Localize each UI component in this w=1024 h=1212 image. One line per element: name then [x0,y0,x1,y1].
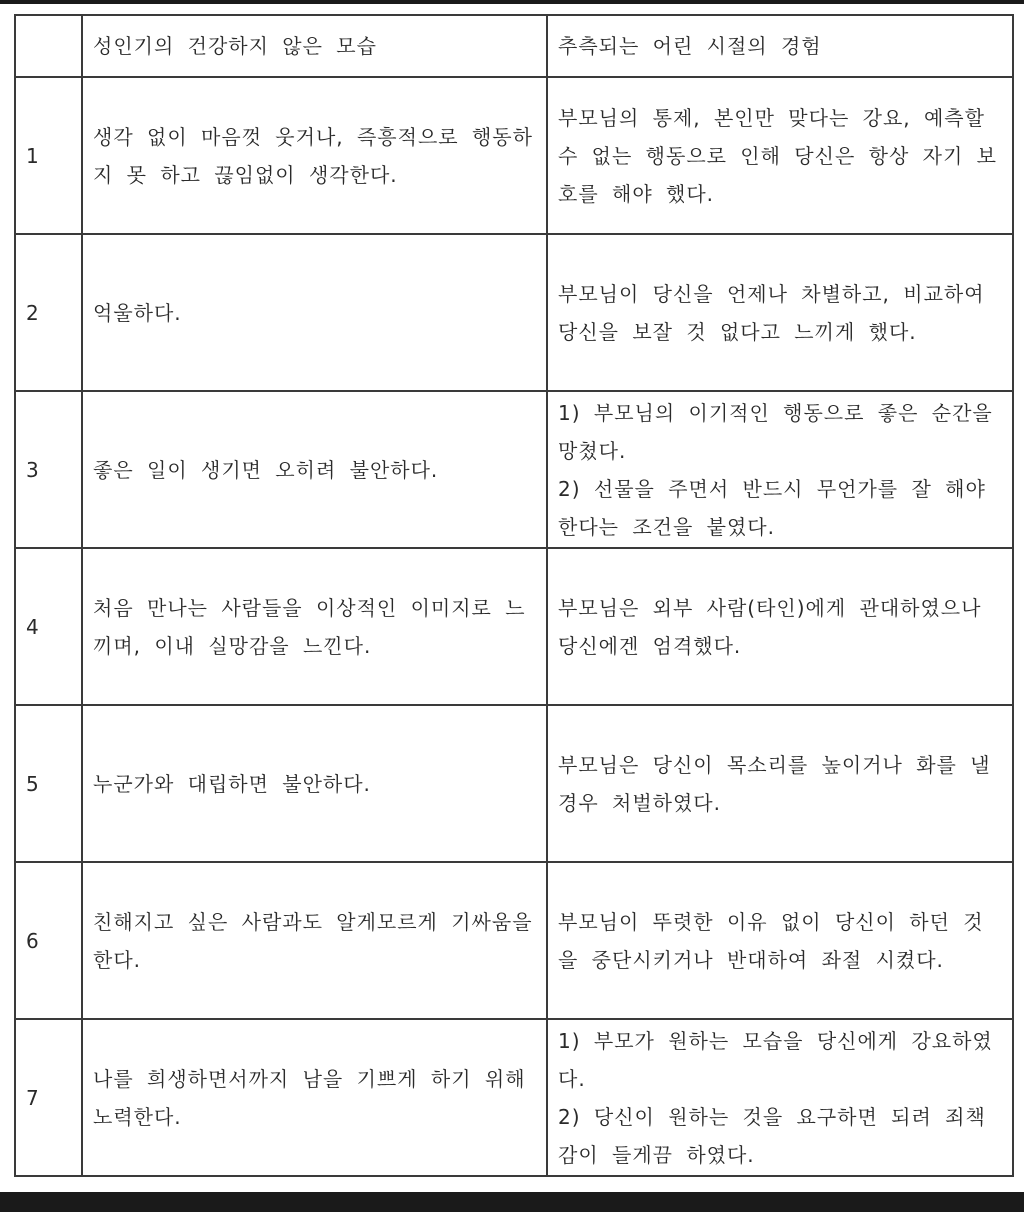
experience-text: 부모님은 당신이 목소리를 높이거나 화를 낼 경우 처벌하였다. [558,752,991,815]
top-border-bar [0,0,1024,4]
table-row [15,234,1013,391]
experience-item-2: 2) 선물을 주면서 반드시 무언가를 잘 해야 한다는 조건을 붙였다. [558,476,986,539]
row-number: 2 [15,234,82,391]
experience-item-1: 1) 부모님의 이기적인 행동으로 좋은 순간을 망쳤다. [558,400,993,463]
table-row [15,548,1013,705]
row-symptom: 친해지고 싶은 사람과도 알게모르게 기싸움을 한다. [82,862,547,1019]
row-number: 3 [15,391,82,548]
row-experience [547,862,1013,1019]
table-row [15,391,1013,548]
table-row [15,77,1013,234]
row-experience [547,391,1013,548]
row-number: 1 [15,77,82,234]
bottom-border-bar [0,1192,1024,1212]
row-experience [547,234,1013,391]
experience-item-2: 2) 당신이 원하는 것을 요구하면 되려 죄책감이 들게끔 하였다. [558,1104,986,1167]
row-number: 4 [15,548,82,705]
table-header-row [15,15,1013,77]
header-experience-cell: 추측되는 어린 시절의 경험 [547,15,1013,77]
row-symptom: 나를 희생하면서까지 남을 기쁘게 하기 위해 노력한다. [82,1019,547,1176]
row-experience [547,77,1013,234]
experience-text: 부모님의 통제, 본인만 맞다는 강요, 예측할 수 없는 행동으로 인해 당신은 항상 자기 보호를 해야 했다. [558,105,997,206]
row-experience [547,1019,1013,1176]
childhood-experience-table [14,14,1014,1177]
row-number: 6 [15,862,82,1019]
row-number: 7 [15,1019,82,1176]
header-symptom-cell: 성인기의 건강하지 않은 모습 [82,15,547,77]
row-symptom: 누군가와 대립하면 불안하다. [82,705,547,862]
table-row [15,862,1013,1019]
row-experience [547,548,1013,705]
row-number: 5 [15,705,82,862]
row-symptom: 생각 없이 마음껏 웃거나, 즉흥적으로 행동하지 못 하고 끊임없이 생각한다. [82,77,547,234]
row-symptom: 억울하다. [82,234,547,391]
table-row [15,1019,1013,1176]
experience-text: 부모님은 외부 사람(타인)에게 관대하였으나 당신에겐 엄격했다. [558,595,982,658]
experience-text: 부모님이 당신을 언제나 차별하고, 비교하여 당신을 보잘 것 없다고 느끼게 했다. [558,281,985,344]
table-row [15,705,1013,862]
row-experience [547,705,1013,862]
experience-item-1: 1) 부모가 원하는 모습을 당신에게 강요하였다. [558,1028,993,1091]
row-symptom: 좋은 일이 생기면 오히려 불안하다. [82,391,547,548]
row-symptom: 처음 만나는 사람들을 이상적인 이미지로 느끼며, 이내 실망감을 느낀다. [82,548,547,705]
experience-text: 부모님이 뚜렷한 이유 없이 당신이 하던 것을 중단시키거나 반대하여 좌절 시켰다. [558,909,984,972]
header-number-cell [15,15,82,77]
